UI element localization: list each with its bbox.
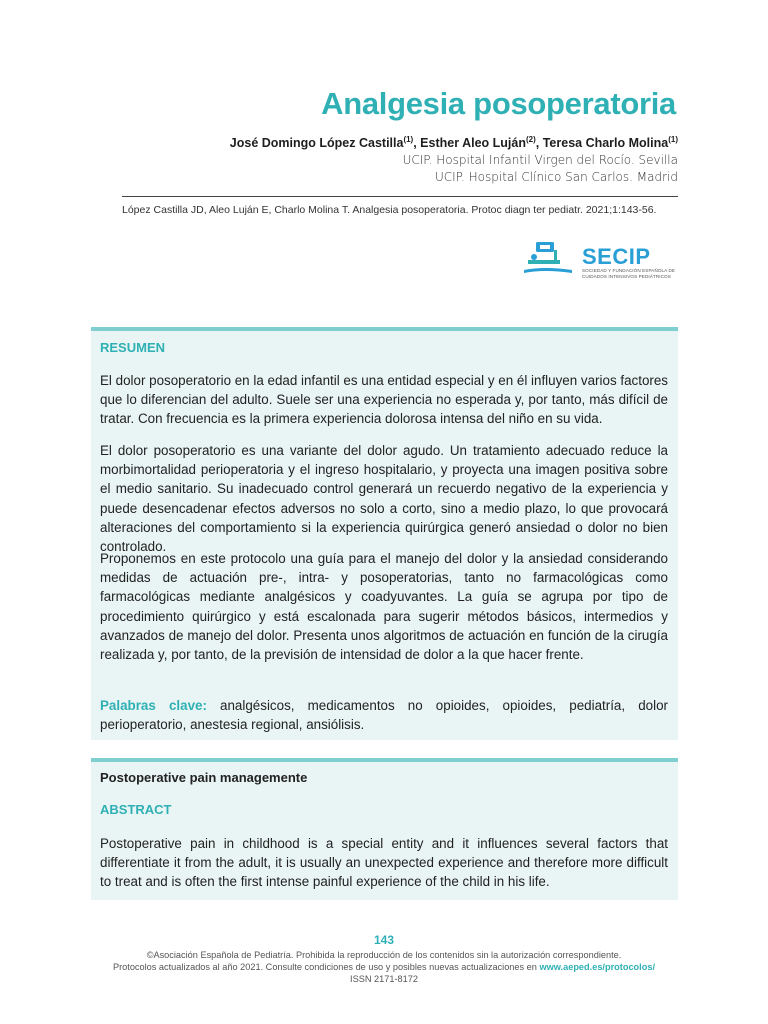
resumen-paragraph-1: El dolor posoperatorio en la edad infantil es una entidad especial y en él influyen varios factores que lo diferencian del adulto. Suele ser una experiencia no esperada y, por tanto, más difícil de tratar. Con frecuencia es la primera experiencia dolorosa intensa del niño en su vida. xyxy=(100,373,668,427)
abstract-paragraph-1: Postoperative pain in childhood is a special entity and it influences several factors that differentiate it from the adult, it is usually an unexpected experience and therefore more difficult to treat and is often the first intense painful experience of the child in his life. xyxy=(100,836,668,890)
keywords-label: Palabras clave: xyxy=(100,698,207,713)
english-title: Postoperative pain managemente xyxy=(100,770,308,785)
resumen-heading: RESUMEN xyxy=(100,340,166,355)
footer-copyright: ©Asociación Española de Pediatría. Prohibida la reproducción de los contenidos sin la autorización correspondiente. xyxy=(146,950,622,960)
affiliation-1: UCIP. Hospital Infantil Virgen del Rocío. Sevilla xyxy=(402,153,678,167)
resumen-box xyxy=(91,327,678,740)
page-number: 143 xyxy=(373,933,395,947)
author-affiliation-ref: (2) xyxy=(525,134,536,144)
abstract-box xyxy=(91,758,678,900)
footer-protocols-link[interactable]: www.aeped.es/protocolos/ xyxy=(539,962,656,972)
keywords-list: analgésicos, medicamentos no opioides, opioides, pediatría, dolor perioperatorio, anestesia regional, ansiólisis. xyxy=(100,698,668,733)
author-name: José Domingo López Castilla xyxy=(229,136,404,150)
author-name: Esther Aleo Luján xyxy=(420,136,526,150)
author-separator: , xyxy=(535,136,543,150)
footer-issn: ISSN 2171-8172 xyxy=(350,974,418,984)
header-divider xyxy=(122,196,678,197)
footer-update-text: Protocolos actualizados al año 2021. Consulte condiciones de uso y posibles nuevas actualizaciones en xyxy=(112,962,540,972)
secip-logo-name: SECIP xyxy=(582,244,651,269)
author-affiliation-ref: (1) xyxy=(403,134,414,144)
keywords-paragraph xyxy=(100,696,668,734)
author-name: Teresa Charlo Molina xyxy=(542,136,669,150)
resumen-paragraph-2: El dolor posoperatorio es una variante del dolor agudo. Un tratamiento adecuado reduce la morbimortalidad perioperatoria y el ingreso hospitalario, y proyecta una imagen positiva sobre el medio sanitario. Su inadecuado control generará un recuerdo negativo de la experiencia y puede desencadenar efectos adversos no solo a corto, sino a medio plazo, lo que provocará alteraciones del comportamiento si la experiencia quirúrgica generó ansiedad o dolor no bien controlado. xyxy=(100,443,668,555)
page-title: Analgesia posoperatoria xyxy=(321,86,676,121)
affiliation-2: UCIP. Hospital Clínico San Carlos. Madrid xyxy=(434,170,678,184)
authors-line xyxy=(230,136,678,150)
secip-logo-subtitle: SOCIEDAD Y FUNDACIÓN ESPAÑOLA DE xyxy=(582,268,676,273)
citation: López Castilla JD, Aleo Luján E, Charlo Molina T. Analgesia posoperatoria. Protoc diagn ter pediatr. 2021;1:143-56. xyxy=(122,204,657,216)
secip-logo xyxy=(524,240,680,284)
abstract-heading: ABSTRACT xyxy=(100,802,172,817)
author-separator: , xyxy=(413,136,421,150)
secip-logo-subtitle: CUIDADOS INTENSIVOS PEDIÁTRICOS xyxy=(582,274,671,279)
secip-logo-icon xyxy=(524,240,576,278)
author-affiliation-ref: (1) xyxy=(668,134,678,144)
footer-update-notice xyxy=(0,962,768,972)
resumen-paragraph-3: Proponemos en este protocolo una guía para el manejo del dolor y la ansiedad considerando medidas de actuación pre-, intra- y posoperatorias, tanto no farmacológicas como farmacológicas mediante analgésicos y coadyuvantes. La guía se agrupa por tipo de procedimiento quirúrgico y está escalonada para sugerir métodos básicos, intermedios y avanzados de manejo del dolor. Presenta unos algoritmos de actuación en función de la cirugía realizada y, por tanto, de la previsión de intensidad de dolor a la que hacer frente. xyxy=(100,551,668,663)
